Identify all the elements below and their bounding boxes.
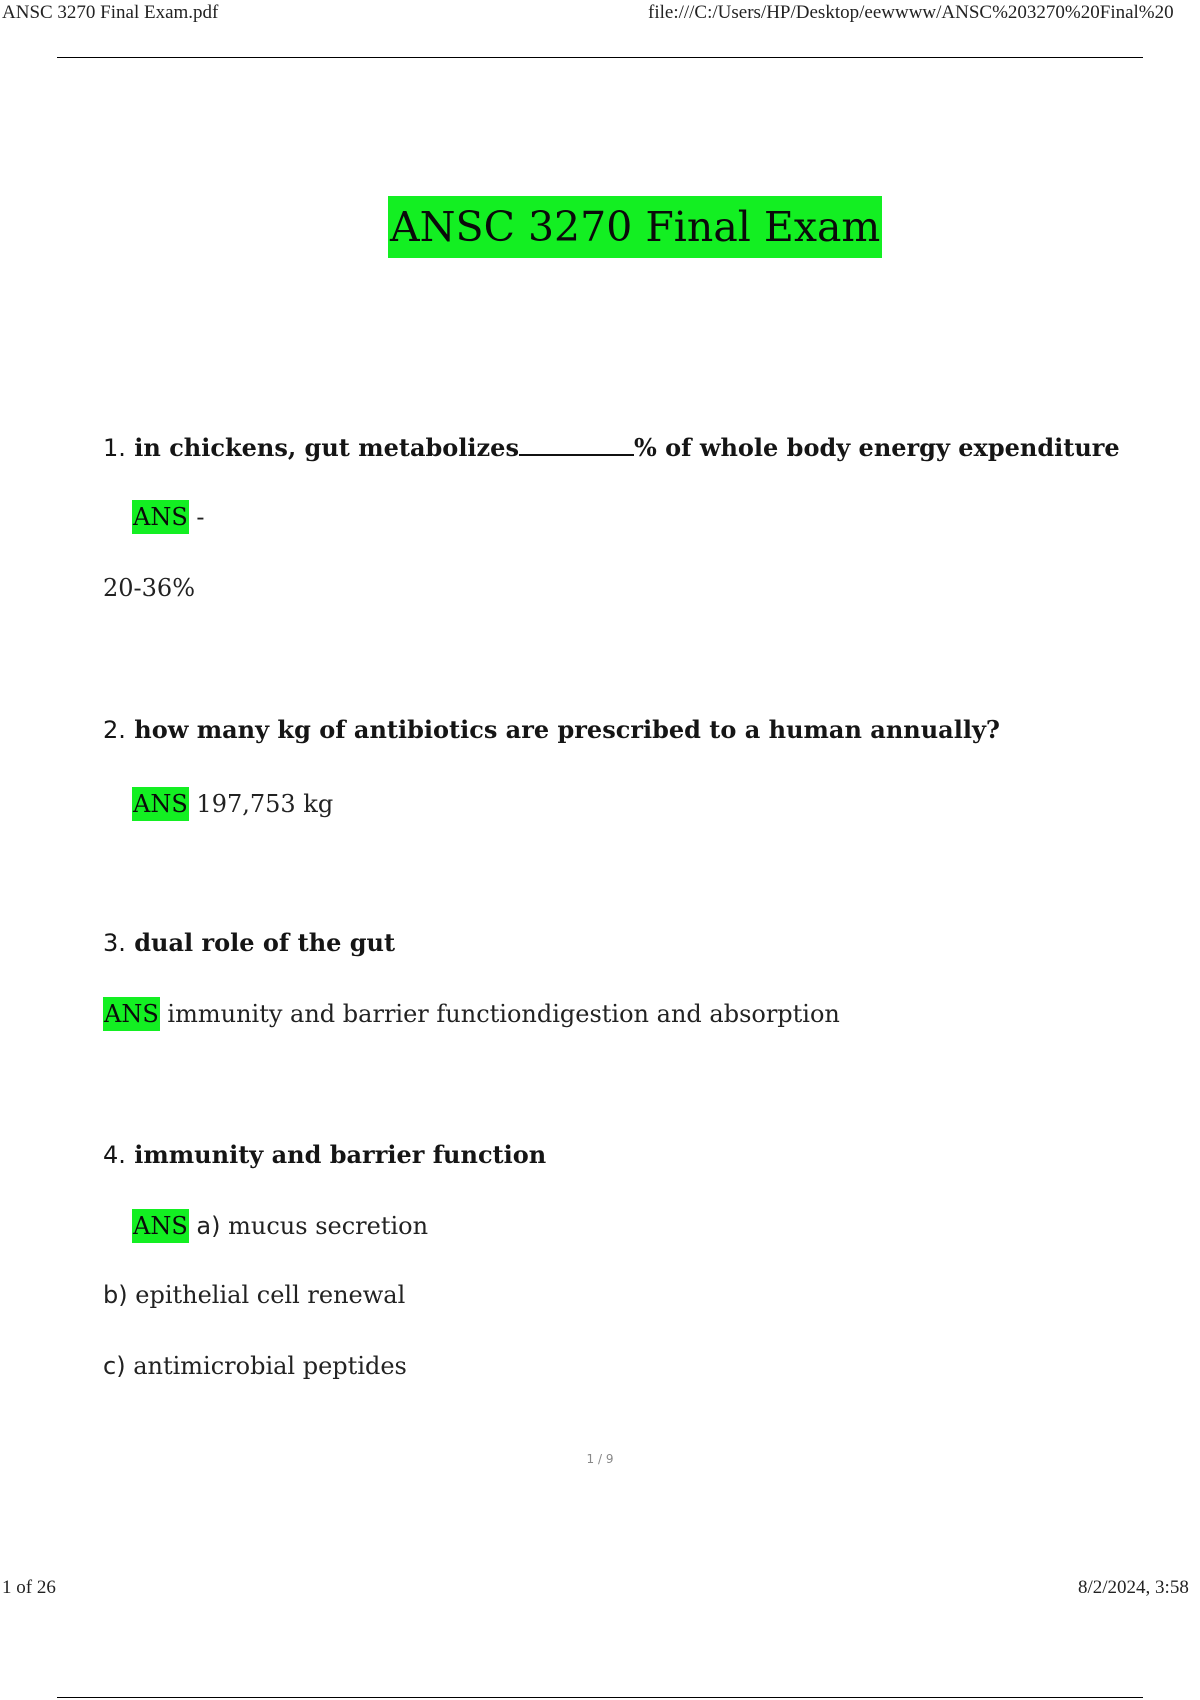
question-text: how many kg of antibiotics are prescribed to a human annually? bbox=[134, 715, 1000, 744]
ans-label: ANS bbox=[132, 787, 189, 821]
ans-suffix: - bbox=[196, 503, 205, 531]
question-3 bbox=[103, 928, 395, 957]
answer-text: 20-36% bbox=[103, 574, 195, 602]
answer-text: antimicrobial peptides bbox=[133, 1352, 407, 1380]
answer-line-2 bbox=[132, 787, 333, 821]
answer-line-4c bbox=[103, 1352, 407, 1380]
print-header-url: file:///C:/Users/HP/Desktop/eewwww/ANSC%203270%20Final%20 bbox=[648, 2, 1174, 23]
answer-line-4a bbox=[132, 1209, 428, 1243]
question-number: 2. bbox=[103, 716, 126, 744]
question-number: 3. bbox=[103, 929, 126, 957]
question-text-after: % of whole body energy expenditure bbox=[633, 433, 1120, 462]
answer-text: 197,753 kg bbox=[196, 790, 334, 818]
answer-line-4b bbox=[103, 1281, 405, 1309]
answer-text: epithelial cell renewal bbox=[135, 1281, 406, 1309]
print-footer-timestamp: 8/2/2024, 3:58 bbox=[1078, 1577, 1189, 1598]
bottom-divider bbox=[57, 1697, 1143, 1698]
question-text-before: in chickens, gut metabolizes bbox=[134, 433, 519, 462]
print-header-title: ANSC 3270 Final Exam.pdf bbox=[2, 2, 219, 23]
question-2 bbox=[103, 715, 1000, 744]
ans-label: ANS bbox=[132, 1209, 189, 1243]
answer-letter: c) bbox=[103, 1352, 126, 1380]
question-text: dual role of the gut bbox=[134, 928, 396, 957]
question-number: 1. bbox=[103, 434, 126, 462]
answer-text: immunity and barrier functiondigestion and absorption bbox=[167, 1000, 840, 1028]
answer-line-1 bbox=[132, 500, 205, 534]
ans-label: ANS bbox=[132, 500, 189, 534]
question-number: 4. bbox=[103, 1141, 126, 1169]
top-divider bbox=[57, 57, 1143, 58]
document-title: ANSC 3270 Final Exam bbox=[388, 196, 882, 258]
print-footer-page: 1 of 26 bbox=[2, 1577, 56, 1598]
answer-line-3 bbox=[103, 997, 840, 1031]
fill-in-blank bbox=[519, 432, 634, 456]
ans-label: ANS bbox=[103, 997, 160, 1031]
question-text: immunity and barrier function bbox=[134, 1140, 547, 1169]
question-4 bbox=[103, 1140, 546, 1169]
answer-text: mucus secretion bbox=[228, 1212, 429, 1240]
pdf-page-indicator: 1 / 9 bbox=[586, 1452, 614, 1466]
question-1 bbox=[103, 432, 1120, 462]
answer-letter: b) bbox=[103, 1281, 128, 1309]
answer-letter: a) bbox=[196, 1212, 221, 1240]
